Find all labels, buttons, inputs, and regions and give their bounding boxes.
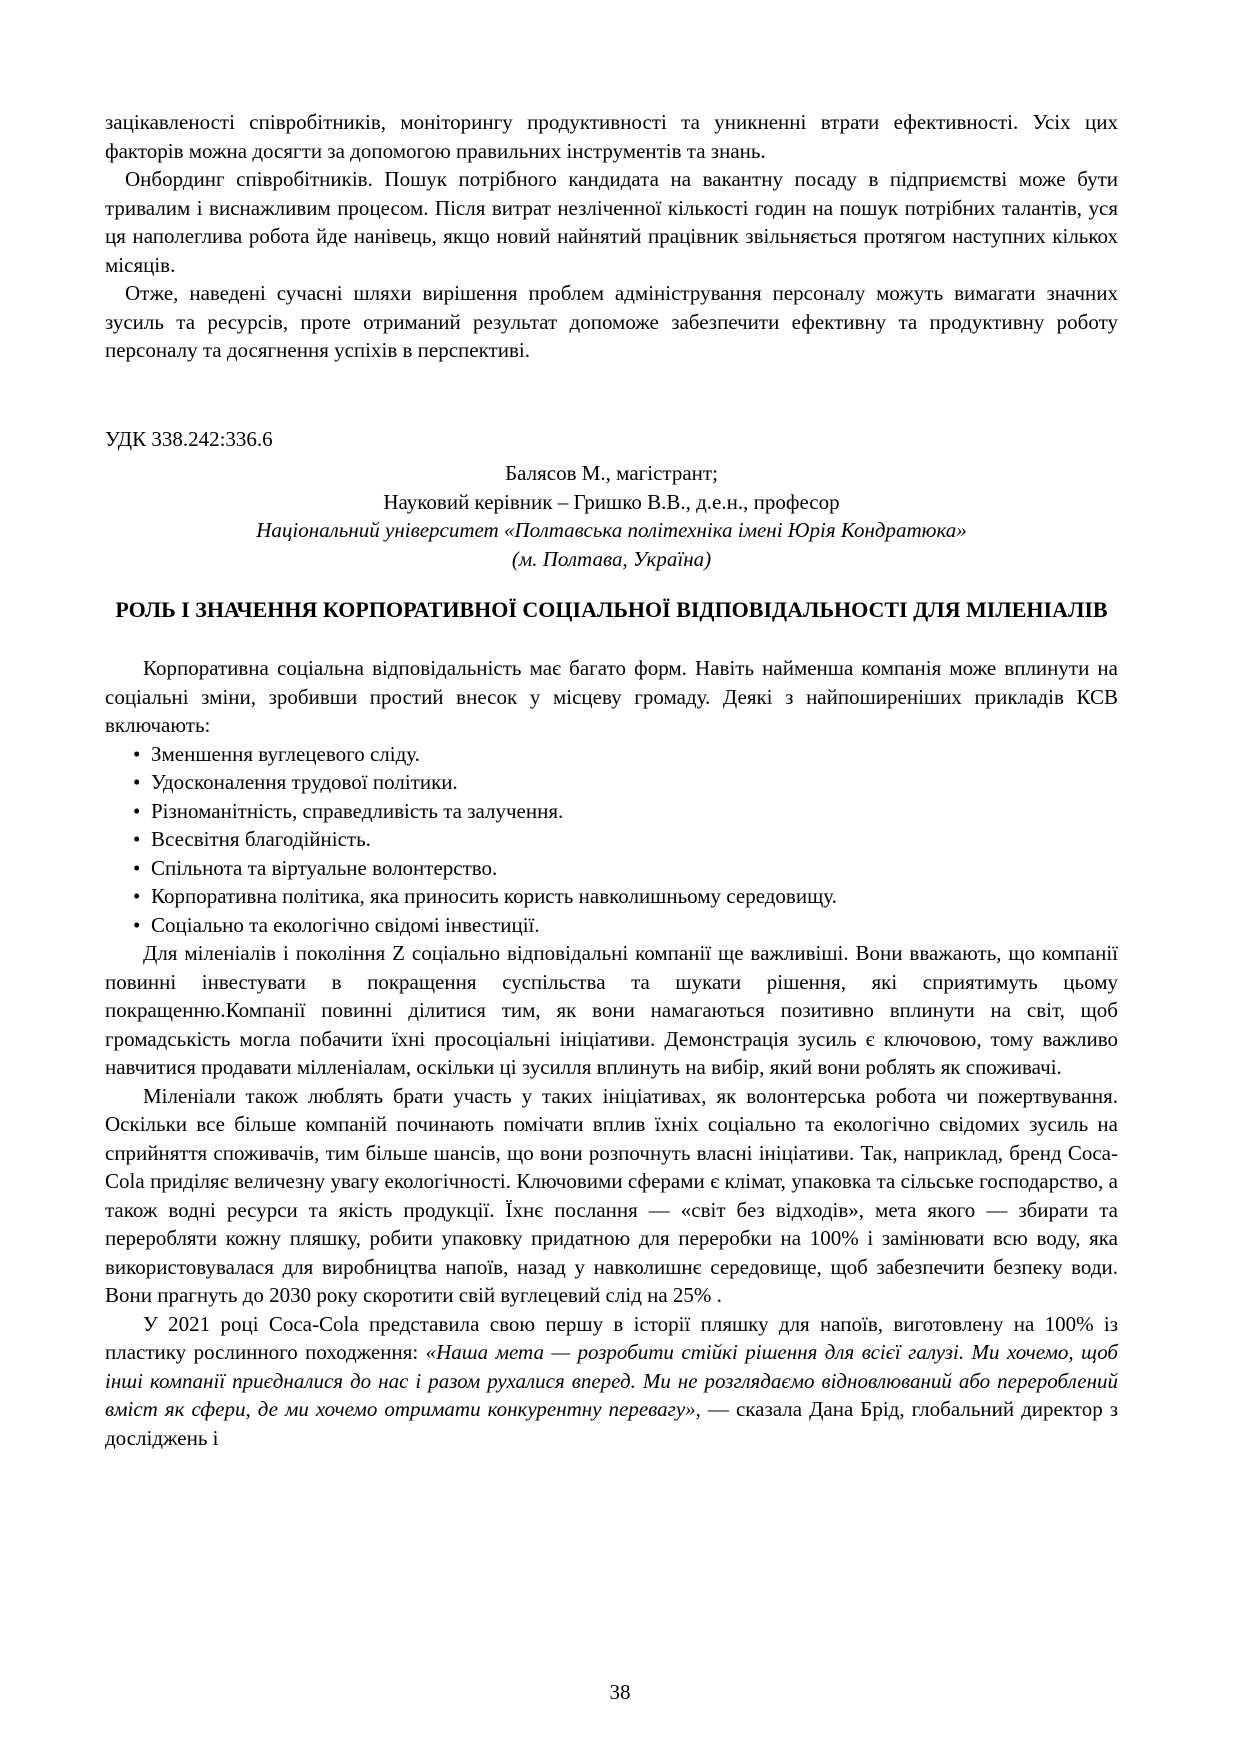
list-item [105, 854, 1118, 883]
author-line: Балясов М., магістрант; [505, 461, 718, 485]
closing-paragraph [105, 1310, 1118, 1453]
list-item-text: Удосконалення трудової політики. [151, 770, 458, 794]
closing-intro-text: У 2021 році Coca-Cola представила свою першу в історії пляшку для напоїв, виготовлену на 100% із пластику рослинного походження: [105, 1311, 1118, 1364]
bullet-icon [133, 825, 151, 854]
millennials-paragraph: Для міленіалів і покоління Z соціально відповідальні компанії ще важливіші. Вони вважають, що компанії повинні інвестувати в покращення суспільства та шукати рішення, які сприятимуть цьому покращенню.Компанії повинні ділитися тим, як вони намагаються позитивно вплинути на світ, щоб громадськість могла побачити їхні просоціальні ініціативи. Демонстрація зусиль є ключовою, тому важливо навчитися продавати мілленіалам, оскільки ці зусилля вплинуть на вибір, який вони роблять як споживачі. [105, 941, 1118, 1079]
top-paragraph-conclusion: Отже, наведені сучасні шляхи вирішення проблем адміністрування персоналу можуть вимагати значних зусиль та ресурсів, проте отриманий результат допоможе забезпечити ефективну та продуктивну роботу персоналу та досягнення успіхів в перспективі. [105, 281, 1118, 362]
author-block [105, 459, 1118, 573]
udc-code: УДК 338.242:336.6 [105, 426, 273, 451]
bullet-icon [133, 854, 151, 883]
supervisor-line: Науковий керівник – Гришко В.В., д.е.н., професор [383, 489, 840, 514]
intro-paragraph: Корпоративна соціальна відповідальність має багато форм. Навіть найменша компанія може вплинути на соціальні зміни, зробивши простий внесок у місцеву громаду. Деякі з найпоширеніших прикладів КСВ включають: [105, 656, 1118, 737]
csr-examples-list [105, 740, 1118, 940]
list-item [105, 825, 1118, 854]
list-item [105, 911, 1118, 940]
cocacola-paragraph: Міленіали також люблять брати участь у таких ініціативах, як волонтерська робота чи пожертвування. Оскільки все більше компаній починають помічати вплив їхніх соціально та екологічно свідомих зусиль на сприйняття споживачів, тим більше шансів, що вони розпочнуть власні ініціативи. Так, наприклад, бренд Coca-Cola приділяє величезну увагу екологічності. Ключовими сферами є клімат, упаковка та сільське господарство, а також водні ресурси та якість продукції. Їхнє послання — «світ без відходів», мета якого — збирати та переробляти кожну пляшку, робити упаковку придатною для переробки на 100% і замінювати всю воду, яка використовувалася для виробництва напоїв, назад у навколишнє середовище, щоб забезпечити безпеку води. Вони прагнуть до 2030 року скоротити свій вуглецевий слід на 25% . [105, 1083, 1118, 1307]
bullet-icon [133, 882, 151, 911]
list-item-text: Спільнота та віртуальне волонтерство. [151, 855, 498, 880]
list-item [105, 797, 1118, 826]
list-item [105, 768, 1118, 797]
closing-attribution-text: — сказала Дана Брід, глобальний директор з досліджень і [105, 1397, 1119, 1450]
top-paragraph-onboarding: Онбординг співробітників. Пошук потрібного кандидата на вакантну посаду в підприємстві може бути тривалим і виснажливим процесом. Після витрат незліченної кількості годин на пошук потрібних талантів, уся ця наполеглива робота йде нанівець, якщо новий найнятий працівник звільняється протягом наступних кількох місяців. [105, 167, 1118, 277]
bullet-icon [133, 768, 151, 797]
bullet-icon [133, 911, 151, 940]
closing-quote-text: «Наша мета — розробити стійкі рішення для всієї галузі. Ми хочемо, щоб інші компанії приєдналися до нас і разом рухалися вперед. Ми не розглядаємо відновлюваний або перероблений вміст як сфери, де ми хочемо отримати конкурентну перевагу», [105, 1340, 1118, 1421]
list-item-text: Зменшення вуглецевого сліду. [151, 741, 420, 766]
page-content [105, 108, 1118, 1452]
list-item [105, 740, 1118, 769]
university-line: Національний університет «Полтавська політехніка імені Юрія Кондратюка» [256, 518, 967, 542]
bullet-icon [133, 740, 151, 769]
list-item-text: Всесвітня благодійність. [151, 827, 371, 851]
article-title: РОЛЬ І ЗНАЧЕННЯ КОРПОРАТИВНОЇ СОЦІАЛЬНОЇ ВІДПОВІДАЛЬНОСТІ ДЛЯ МІЛЕНІАЛІВ [115, 597, 1108, 622]
location-line: (м. Полтава, Україна) [511, 546, 712, 571]
page-number: 38 [609, 1680, 631, 1704]
list-item-text: Соціально та екологічно свідомі інвестиції. [151, 912, 540, 937]
list-item-text: Корпоративна політика, яка приносить користь навколишньому середовищу. [151, 884, 837, 908]
list-item [105, 882, 1118, 911]
bullet-icon [133, 797, 151, 826]
list-item-text: Різноманітність, справедливість та залучення. [151, 798, 564, 823]
top-paragraph-continuation: зацікавленості співробітників, моніторингу продуктивності та уникненні втрати ефективності. Усіх цих факторів можна досягти за допомогою правильних інструментів та знань. [105, 110, 1118, 163]
